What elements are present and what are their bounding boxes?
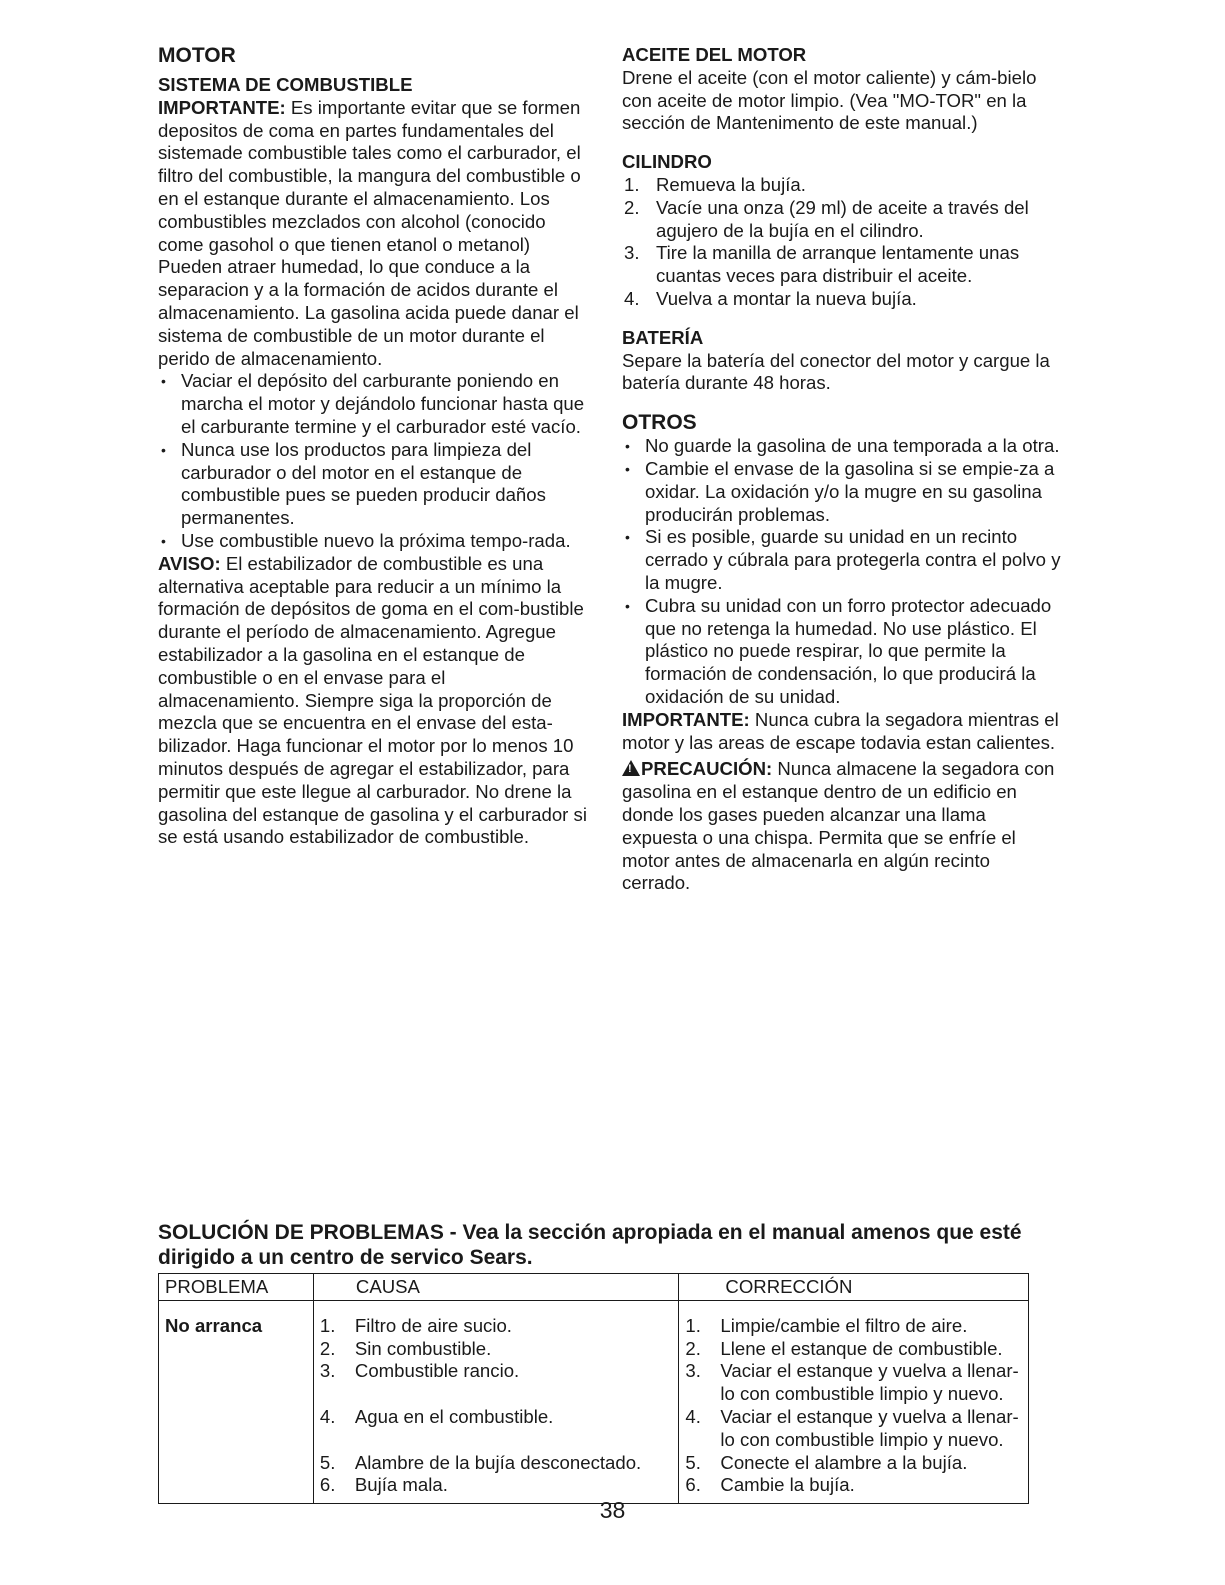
battery-paragraph: Separe la batería del conector del motor y cargue la batería durante 48 horas. <box>622 349 1050 394</box>
fuel-system-heading: SISTEMA DE COMBUSTIBLE <box>158 74 413 95</box>
header-cause: CAUSA <box>313 1274 679 1301</box>
warning-icon <box>622 760 640 776</box>
oil-paragraph: Drene el aceite (con el motor caliente) y cám-bielo con aceite de motor limpio. (Vea "MO-TOR" en la sección de Mantenimento de este manual.) <box>622 66 1037 134</box>
list-item: • No guarde la gasolina de una temporada a la otra. <box>622 435 1062 458</box>
caution-paragraph <box>622 758 1062 895</box>
header-problem: PROBLEMA <box>159 1274 314 1301</box>
important-paragraph <box>158 97 590 371</box>
caution-label: PRECAUCIÓN: <box>641 758 773 780</box>
list-item: 1. Remueva la bujía. <box>624 173 806 195</box>
list-item: • Si es posible, guarde su unidad en un recinto cerrado y cúbrala para protegerla contra el polvo y la mugre. <box>622 526 1062 594</box>
others-bullets <box>622 435 1062 709</box>
cylinder-steps <box>622 174 1062 311</box>
list-item: • Vaciar el depósito del carburante poniendo en marcha el motor y dejándolo funcionar hasta que el carburante termine y el carburador esté vacío. <box>158 370 590 438</box>
aviso-label: AVISO: <box>158 552 221 574</box>
fuel-bullets <box>158 370 590 552</box>
important-text: Nunca cubra la segadora mientras el motor y las areas de escape todavia estan calientes. <box>622 708 1059 753</box>
troubleshooting-title: SOLUCIÓN DE PROBLEMAS - Vea la sección apropiada en el manual amenos que esté dirigido a un centro de servico Sears. <box>158 1221 1022 1269</box>
motor-heading: MOTOR <box>158 44 236 67</box>
list-item: • Nunca use los productos para limpieza del carburador o del motor en el estanque de combustible pues se pueden producir daños permanentes. <box>158 439 590 530</box>
page-number: 38 <box>599 1497 626 1523</box>
right-column <box>622 44 1062 895</box>
left-column <box>158 44 590 849</box>
list-item: 3. Tire la manilla de arranque lentamente unas cuantas veces para distribuir el aceite. <box>624 242 1020 287</box>
important-note <box>622 709 1062 755</box>
list-item: • Cubra su unidad con un forro protector adecuado que no retenga la humedad. No use plástico. El plástico no puede respirar, lo que permite la formación de condensación, lo que producirá la oxidación de su unidad. <box>622 595 1062 709</box>
problem-cell: No arranca <box>159 1300 314 1503</box>
list-item: 2. Vacíe una onza (29 ml) de aceite a través del agujero de la bujía en el cilindro. <box>624 196 1029 241</box>
table-header-row <box>159 1274 1029 1301</box>
others-heading: OTROS <box>622 411 697 435</box>
header-correction: CORRECCIÓN <box>679 1274 1029 1301</box>
troubleshooting-table <box>158 1273 1029 1504</box>
important-label: IMPORTANTE: <box>622 708 750 730</box>
important-label: IMPORTANTE: <box>158 96 286 118</box>
table-row <box>159 1300 1029 1503</box>
aviso-text: El estabilizador de combustible es una alternativa aceptable para reducir a un mínimo la formación de depósitos de goma en el com-bustible durante el período de almacenamiento. Agregue estabilizador a la gasolina en el estanque de combustible o en el envase para el almacenamiento. Siempre siga la proporción de mezcla que se encuentra en el envase del esta-bilizador. Haga funcionar el motor por lo menos 10 minutos después de agregar el estabilizador, para permitir que este llegue al carburador. No drene la gasolina del estanque de gasolina y el carburador si se está usando estabilizador de combustible. <box>158 552 587 848</box>
cylinder-heading: CILINDRO <box>622 151 712 173</box>
list-item: • Use combustible nuevo la próxima tempo-rada. <box>158 530 590 553</box>
caution-text: Nunca almacene la segadora con gasolina en el estanque dentro de un edificio en donde los gases pueden alcanzar una llama expuesta o una chispa. Permita que se enfríe el motor antes de almacenarla en algún recinto cerrado. <box>622 758 1055 894</box>
cause-cell: 1. Filtro de aire sucio. 2. Sin combustible. 3. Combustible rancio. 4. Agua en el combustible. 5. Alambre de la bujía desconectado. 6. Bujía mala. <box>313 1300 679 1503</box>
aviso-paragraph <box>158 553 590 849</box>
list-item: 4. Vuelva a montar la nueva bujía. <box>624 287 917 309</box>
correction-cell: 1. Limpie/cambie el filtro de aire. 2. Llene el estanque de combustible. 3. Vaciar el estanque y vuelva a llenar-lo con combustible limpio y nuevo. 4. Vaciar el estanque y vuelva a llenar-lo con combustible limpio y nuevo. 5. Conecte el alambre a la bujía. 6. Cambie la bujía. <box>679 1300 1029 1503</box>
important-text: Es importante evitar que se formen depositos de coma en partes fundamentales del sistemade combustible tales como el carburador, el filtro del combustible, la mangura del combustible o en el estanque durante el almacenamiento. Los combustibles mezclados con alcohol (conocido come gasohol o que tienen etanol o metanol) Pueden atraer humedad, lo que conduce a la separacion y a la formación de acidos durante el almacenamiento. La gasolina acida puede danar el sistema de combustible de un motor durante el perido de almacenamiento. <box>158 96 581 369</box>
battery-heading: BATERÍA <box>622 326 704 348</box>
list-item: • Cambie el envase de la gasolina si se empie-za a oxidar. La oxidación y/o la mugre en su gasolina producirán problemas. <box>622 458 1062 526</box>
oil-heading: ACEITE DEL MOTOR <box>622 44 807 65</box>
